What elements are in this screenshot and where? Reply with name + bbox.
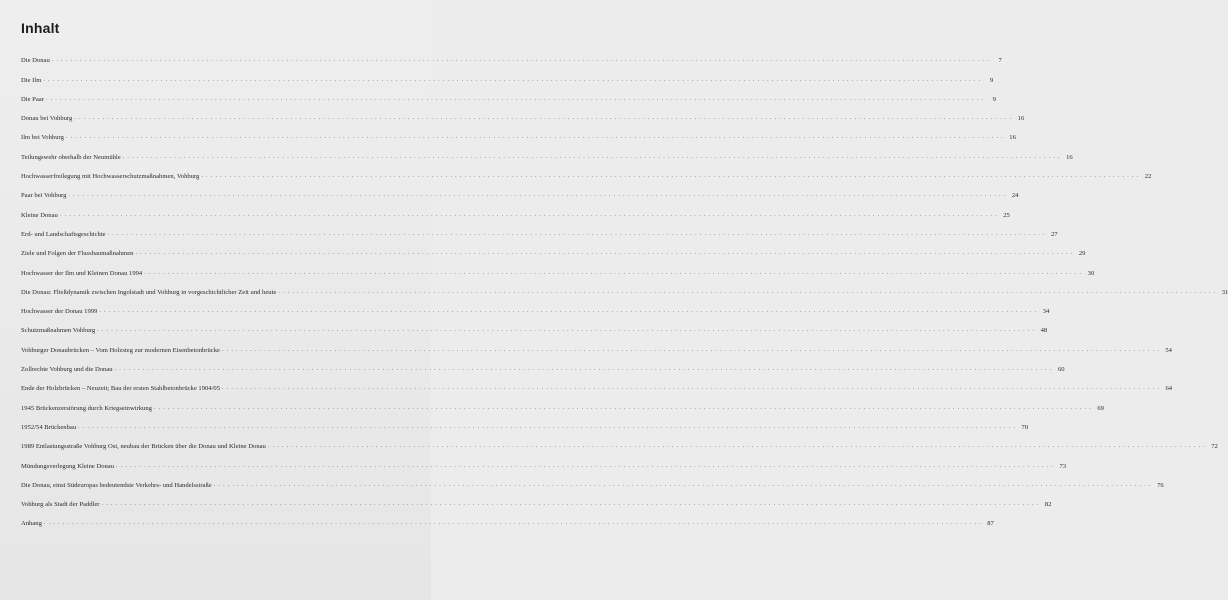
toc-entry — [21, 431, 1218, 451]
toc-entry-page-number: 7 — [998, 57, 1002, 65]
dot-leader: ........................................................................................................................................................................................................ — [221, 346, 1162, 353]
toc-entry — [21, 315, 1048, 335]
dot-leader: ........................................................................................................................................................................................................ — [45, 95, 986, 102]
toc-entry — [21, 199, 1010, 219]
toc-entry — [21, 450, 1067, 470]
dot-leader: ........................................................................................................................................................................................................ — [201, 173, 1142, 180]
toc-entry-label: Die Paar — [21, 95, 44, 103]
toc-entry-page-number: 30 — [1087, 269, 1095, 277]
toc-entry — [21, 64, 994, 84]
toc-entry-label: Anhang — [21, 520, 42, 528]
dot-leader: ........................................................................................................................................................................................................ — [213, 481, 1154, 488]
dot-leader: ........................................................................................................................................................................................................ — [65, 134, 1006, 141]
dot-leader: ........................................................................................................................................................................................................ — [222, 385, 1163, 392]
toc-entry — [21, 103, 1025, 123]
dot-leader: ........................................................................................................................................................................................................ — [99, 308, 1040, 315]
toc-entry-label: Die Ilm — [21, 76, 42, 84]
toc-entry — [21, 373, 1173, 393]
toc-entry — [21, 354, 1065, 374]
toc-entry-page-number: 9 — [990, 76, 994, 84]
toc-entry-page-number: 34 — [1042, 308, 1050, 316]
toc-entry-label: Mündungsverlegung Kleine Donau — [21, 462, 115, 470]
toc-entry-page-number: 9 — [992, 95, 996, 103]
toc-entry — [21, 296, 1050, 316]
toc-entry-page-number: 87 — [987, 520, 994, 528]
dot-leader: ........................................................................................................................................................................................................ — [43, 76, 984, 83]
toc-entry-label: Ilm bei Vohburg — [21, 134, 64, 142]
toc-entry-page-number: 70 — [1021, 423, 1029, 431]
toc-entry — [21, 508, 994, 528]
dot-leader: ........................................................................................................................................................................................................ — [116, 462, 1057, 469]
dot-leader: ........................................................................................................................................................................................................ — [144, 269, 1085, 276]
toc-entry-label: Zollrechte Vohburg und die Donau — [21, 366, 113, 374]
toc-entry-label: Die Donau: Fließdynamik zwischen Ingolstadt und Vohburg in vorgeschichtlicher Zeit und heute — [21, 288, 277, 296]
toc-entry-page-number: 76 — [1157, 481, 1164, 489]
toc-entry — [21, 392, 1104, 412]
toc-entry-label: Hochwasser der Donau 1999 — [21, 308, 98, 316]
toc-entry-page-number: 16 — [1009, 134, 1016, 142]
dot-leader: ........................................................................................................................................................................................................ — [135, 250, 1076, 257]
toc-entry-page-number: 16 — [1066, 153, 1073, 161]
toc-entry-page-number: 72 — [1211, 443, 1218, 451]
toc-entry-page-number: 22 — [1144, 173, 1152, 181]
toc-entry-page-number: 64 — [1165, 385, 1173, 393]
toc-entry-label: 1989 Entlastungsstraße Vohburg Ost, neubau der Brücken über die Donau und Kleine Donau — [21, 443, 266, 451]
toc-entry — [21, 161, 1152, 181]
toc-entry-page-number: 27 — [1051, 230, 1058, 238]
toc-entry — [21, 277, 1228, 296]
page-title: Inhalt — [21, 20, 60, 36]
toc-entry-page-number: 54 — [1165, 346, 1172, 354]
dot-leader: ........................................................................................................................................................................................................ — [101, 501, 1042, 508]
toc-entry-label: Vohburg als Stadt der Paddler — [21, 501, 100, 509]
toc-entry-page-number: 82 — [1044, 501, 1052, 509]
dot-leader: ........................................................................................................................................................................................................ — [278, 288, 1219, 295]
toc-entry — [21, 122, 1016, 142]
dot-leader: ........................................................................................................................................................................................................ — [51, 57, 992, 64]
toc-entry-label: Teilungswehr oberhalb der Neumühle — [21, 153, 121, 161]
toc-entry-page-number: 48 — [1040, 327, 1048, 335]
toc-entry — [21, 45, 1002, 65]
toc-entry-page-number: 69 — [1097, 404, 1104, 412]
dot-leader: ........................................................................................................................................................................................................ — [122, 153, 1063, 160]
toc-entry-label: Die Donau — [21, 57, 50, 65]
toc-entry-label: Die Donau, einst Südeuropas bedeutendste Verkehrs- und Handelsstraße — [21, 481, 212, 489]
table-of-contents — [21, 45, 1228, 528]
dot-leader: ........................................................................................................................................................................................................ — [107, 230, 1048, 237]
toc-entry-page-number: 29 — [1078, 250, 1086, 258]
toc-entry — [21, 84, 996, 103]
toc-entry — [21, 334, 1172, 354]
toc-entry-label: Erd- und Landschaftsgeschichte — [21, 230, 106, 238]
toc-entry-label: Donau bei Vohburg — [21, 115, 73, 123]
toc-entry — [21, 238, 1086, 258]
dot-leader: ........................................................................................................................................................................................................ — [153, 404, 1094, 411]
toc-entry — [21, 180, 1019, 200]
toc-entry-label: 1952/54 Brückenbau — [21, 423, 77, 431]
toc-entry-label: Paar bei Vohburg — [21, 192, 67, 200]
toc-entry — [21, 257, 1095, 277]
toc-entry-label: Kleine Donau — [21, 211, 58, 219]
dot-leader: ........................................................................................................................................................................................................ — [74, 115, 1015, 122]
toc-entry-page-number: 73 — [1059, 462, 1067, 470]
toc-entry-page-number: 25 — [1003, 211, 1010, 219]
toc-entry — [21, 489, 1052, 509]
toc-entry — [21, 470, 1164, 489]
dot-leader: ........................................................................................................................................................................................................ — [267, 443, 1208, 450]
dot-leader: ........................................................................................................................................................................................................ — [97, 327, 1038, 334]
dot-leader: ........................................................................................................................................................................................................ — [78, 423, 1019, 430]
toc-entry-label: Ziele und Folgen der Flussbaumaßnahmen — [21, 250, 134, 258]
dot-leader: ........................................................................................................................................................................................................ — [68, 192, 1009, 199]
toc-entry — [21, 219, 1058, 238]
toc-entry — [21, 412, 1029, 431]
toc-entry-label: Schutzmaßnahmen Vohburg — [21, 327, 96, 335]
toc-entry — [21, 141, 1073, 161]
dot-leader: ........................................................................................................................................................................................................ — [59, 211, 1000, 218]
toc-entry-label: Vohburger Donaubrücken – Vom Holzsteg zur modernen Eisenbetonbrücke — [21, 346, 220, 354]
dot-leader: ........................................................................................................................................................................................................ — [114, 366, 1055, 373]
toc-entry-label: Hochwasser der Ilm und Kleinen Donau 1994 — [21, 269, 143, 277]
toc-entry-page-number: 16 — [1017, 115, 1025, 123]
toc-entry-label: Hochwasserfreilegung mit Hochwasserschutzmaßnahmen, Vohburg — [21, 173, 200, 181]
toc-entry-page-number: 60 — [1057, 366, 1065, 374]
toc-entry-page-number: 31 — [1221, 288, 1228, 296]
dot-leader: ........................................................................................................................................................................................................ — [43, 520, 984, 527]
toc-entry-label: 1945 Brückenzerstörung durch Kriegseinwirkung — [21, 404, 152, 412]
toc-entry-page-number: 24 — [1011, 192, 1019, 200]
toc-entry-label: Ende der Holzbrücken – Neuzeit; Bau der ersten Stahlbetonbrücke 1904/05 — [21, 385, 221, 393]
